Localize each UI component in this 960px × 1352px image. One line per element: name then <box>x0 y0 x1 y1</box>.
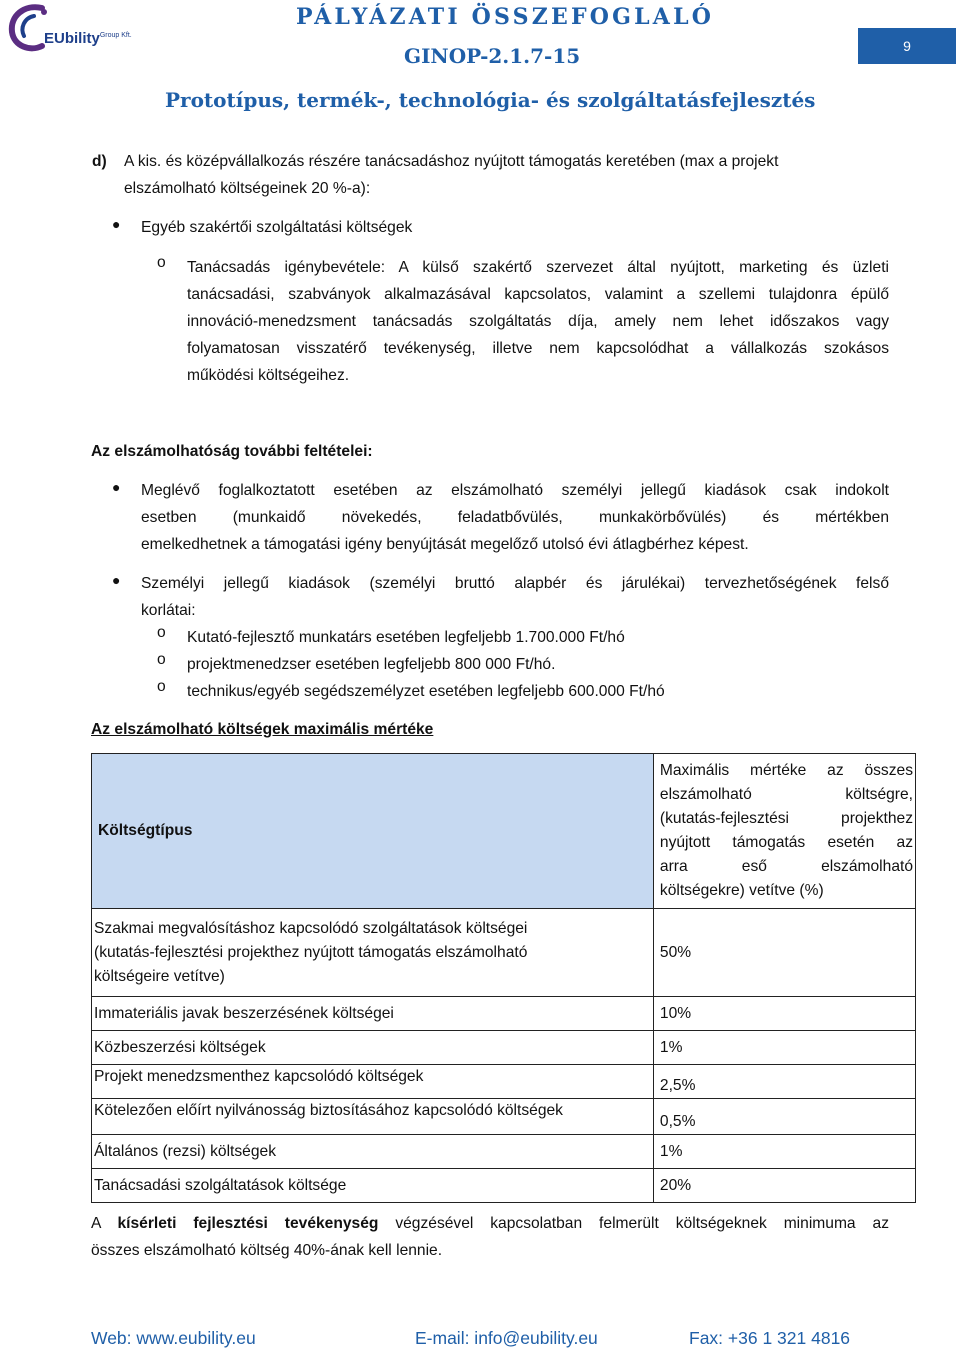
sub-bullet-marker: o <box>157 254 166 271</box>
logo-suffix: Group Kft. <box>99 32 132 39</box>
limit-item: projektmenedzser esetében legfeljebb 800 000 Ft/hó. <box>187 656 556 673</box>
eligibility-bullet-1-line-3: emelkedhetnek a támogatási igény benyújtását megelőző utolsó évi átlagbérhez képest. <box>141 536 749 553</box>
footer-fax: Fax: +36 1 321 4816 <box>689 1328 851 1348</box>
rate-cell: 2,5% <box>653 1065 915 1099</box>
program-code: GINOP-2.1.7-15 <box>404 44 581 68</box>
cost-table-heading: Az elszámolható költségek maximális mértéke <box>91 721 434 738</box>
section-d-line-1: A kis. és középvállalkozás részére tanácsadáshoz nyújtott támogatás keretében (max a projekt <box>124 153 779 170</box>
sub-line-5: működési költségeihez. <box>187 367 350 384</box>
closing-bold-phrase: kísérleti fejlesztési tevékenység <box>117 1215 379 1232</box>
document-title: PÁLYÁZATI ÖSSZEFOGLALÓ <box>296 4 715 30</box>
bullet-icon: ● <box>112 572 121 588</box>
document-subtitle: Prototípus, termék-, technológia- és szolgáltatásfejlesztés <box>165 88 816 112</box>
table-row <box>92 1099 916 1135</box>
footer-web-link[interactable]: Web: www.eubility.eu <box>91 1328 256 1348</box>
cost-type-cell: Tanácsadási szolgáltatások költsége <box>92 1169 654 1203</box>
sub-line-1: Tanácsadás igénybevétele: A külső szakértő szervezet által nyújtott, marketing és üzleti <box>187 259 889 276</box>
col-header-max-rate: Maximális mértéke az összes elszámolható költségre, (kutatás-fejlesztési projekthez nyújtott támogatás esetén az arra eső elszámolható költségekre) vetítve (%) <box>653 754 915 909</box>
cost-type-cell: Immateriális javak beszerzésének költségei <box>92 997 654 1031</box>
table-row <box>92 909 916 997</box>
page-number-badge: 9 <box>858 28 956 64</box>
col-header-cost-type: Költségtípus <box>92 754 654 909</box>
limit-marker: o <box>157 651 166 668</box>
rate-cell: 20% <box>653 1169 915 1203</box>
limit-item: technikus/egyéb segédszemélyzet esetében legfeljebb 600.000 Ft/hó <box>187 683 665 700</box>
sub-line-3: innováció-menedzsment tanácsadás szolgáltatás díja, amely nem lehet időszakos vagy <box>187 313 889 330</box>
cost-type-cell: Közbeszerzési költségek <box>92 1031 654 1065</box>
cost-type-cell: Projekt menedzsmenthez kapcsolódó költségek <box>92 1065 654 1099</box>
rate-cell: 0,5% <box>653 1099 915 1135</box>
rate-cell: 1% <box>653 1135 915 1169</box>
table-row <box>92 1135 916 1169</box>
footer-email-link[interactable]: E-mail: info@eubility.eu <box>415 1328 598 1348</box>
table-row <box>92 1065 916 1099</box>
table-row <box>92 997 916 1031</box>
sub-line-4: folyamatosan visszatérő tevékenység, illetve nem kapcsolódhat a vállalkozás szokásos <box>187 340 889 357</box>
eligibility-bullet-1-line-1: Meglévő foglalkoztatott esetében az elszámolható személyi jellegű kiadások csak indokolt <box>141 482 889 499</box>
eligibility-bullet-2-line-1: Személyi jellegű kiadások (személyi bruttó alapbér és járulékai) tervezhetőségének felső <box>141 575 889 592</box>
eligibility-bullet-2-line-2: korlátai: <box>141 602 196 619</box>
section-marker: d) <box>92 153 107 170</box>
table-row <box>92 1031 916 1065</box>
bullet-icon: ● <box>112 216 121 232</box>
section-d-line-2: elszámolható költségeinek 20 %-a): <box>124 180 371 197</box>
rate-cell: 1% <box>653 1031 915 1065</box>
table-header-row <box>92 754 916 909</box>
cost-table <box>91 753 916 1203</box>
limit-marker: o <box>157 624 166 641</box>
logo-wordmark: EUbility$^{Group Kft.}$ <box>44 30 132 47</box>
closing-line-2: összes elszámolható költség 40%-ának kell lennie. <box>91 1242 443 1259</box>
eligibility-heading: Az elszámolhatóság további feltételei: <box>91 443 373 460</box>
limit-marker: o <box>157 678 166 695</box>
sub-line-2: tanácsadási, szabványok alkalmazásával kapcsolatos, valamint a szellemi tulajdonra épülő <box>187 286 889 303</box>
limit-item: Kutató-fejlesztő munkatárs esetében legfeljebb 1.700.000 Ft/hó <box>187 629 625 646</box>
cost-type-cell: Kötelezően előírt nyilvánosság biztosításához kapcsolódó költségek <box>92 1099 654 1135</box>
cost-type-cell: Általános (rezsi) költségek <box>92 1135 654 1169</box>
rate-cell: 50% <box>653 909 915 997</box>
closing-line-1: A kísérleti fejlesztési tevékenység végzésével kapcsolatban felmerült költségeknek minimuma az <box>91 1215 889 1232</box>
table-row <box>92 1169 916 1203</box>
bullet-label: Egyéb szakértői szolgáltatási költségek <box>141 219 413 236</box>
rate-cell: 10% <box>653 997 915 1031</box>
bullet-icon: ● <box>112 479 121 495</box>
cost-type-cell: Szakmai megvalósításhoz kapcsolódó szolgáltatások költségei (kutatás-fejlesztési projekthez nyújtott támogatás elszámolható költségeire vetítve) <box>92 909 654 997</box>
eligibility-bullet-1-line-2: esetben (munkaidő növekedés, feladatbővülés, munkakörbővülés) és mértékben <box>141 509 889 526</box>
